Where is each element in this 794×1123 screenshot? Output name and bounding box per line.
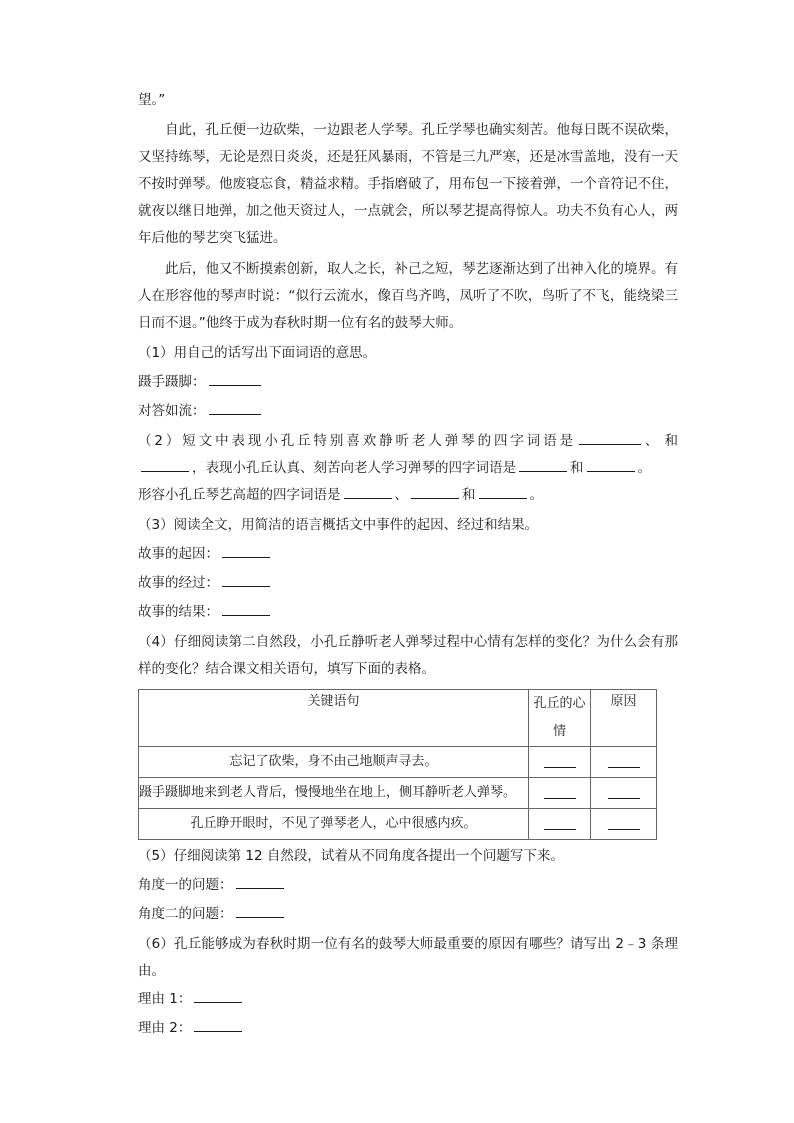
answer-blank[interactable] xyxy=(194,1017,242,1032)
question-2-part2: ，表现小孔丘认真、刻苦向老人学习弹琴的四字词语是 xyxy=(192,460,516,476)
question-5-item-b xyxy=(138,900,678,929)
answer-blank[interactable] xyxy=(519,457,567,472)
table-header-key-sentence: 关键语句 xyxy=(139,690,529,747)
table-cell-mood[interactable] xyxy=(529,809,591,840)
question-2-he3: 和 xyxy=(462,487,476,503)
answer-table xyxy=(138,689,657,840)
answer-blank[interactable] xyxy=(222,543,270,558)
answer-blank[interactable] xyxy=(209,371,261,386)
table-cell-mood[interactable] xyxy=(529,778,591,809)
question-3-label-b: 故事的经过： xyxy=(138,575,219,591)
question-2-sep2: 、 xyxy=(394,487,408,503)
question-5-label-a: 角度一的问题： xyxy=(138,877,233,893)
question-3-item-c xyxy=(138,598,678,627)
question-5-stem: （5）仔细阅读第 12 自然段，试着从不同角度各提出一个问题写下来。 xyxy=(138,848,564,864)
answer-blank[interactable] xyxy=(222,572,270,587)
answer-blank[interactable] xyxy=(608,753,640,768)
question-2-he: 和 xyxy=(664,433,679,449)
question-6-label-a: 理由 1： xyxy=(138,991,192,1007)
question-5-item-a xyxy=(138,871,678,900)
table-cell-sentence: 孔丘睁开眼时，不见了弹琴老人，心中很感内疚。 xyxy=(139,809,529,840)
table-row xyxy=(139,778,657,809)
question-2-part3: 形容小孔丘琴艺高超的四字词语是 xyxy=(138,487,341,503)
answer-blank[interactable] xyxy=(141,457,189,472)
question-6-item-b xyxy=(138,1014,678,1043)
question-6-label-b: 理由 2： xyxy=(138,1020,192,1036)
passage-line-end: 望。” xyxy=(138,92,166,108)
question-1-item-b xyxy=(138,397,678,426)
answer-blank[interactable] xyxy=(544,753,576,768)
question-1-label-a: 蹑手蹑脚： xyxy=(138,374,206,390)
answer-blank[interactable] xyxy=(479,484,527,499)
table-cell-sentence: 忘记了砍柴，身不由己地顺声寻去。 xyxy=(139,747,529,778)
answer-blank[interactable] xyxy=(194,988,242,1003)
table-cell-reason[interactable] xyxy=(591,778,657,809)
table-row xyxy=(139,809,657,840)
table-header-row xyxy=(139,690,657,747)
document-content xyxy=(138,86,678,1043)
question-3-item-a xyxy=(138,540,678,569)
answer-blank[interactable] xyxy=(608,815,640,830)
question-1-stem: （1）用自己的话写出下面词语的意思。 xyxy=(138,345,377,361)
question-3-stem: （3）阅读全文，用简洁的语言概括文中事件的起因、经过和结果。 xyxy=(138,517,539,533)
answer-blank[interactable] xyxy=(587,457,635,472)
passage-paragraph-2: 此后，他又不断摸索创新，取人之长，补己之短，琴艺逐渐达到了出神入化的境界。有人在形容他的琴声时说：“似行云流水，像百鸟齐鸣，凤听了不吹，鸟听了不飞，能绕梁三日而不退。”他终于成为春秋时期一位有名的鼓琴大师。 xyxy=(138,261,678,331)
question-3-label-a: 故事的起因： xyxy=(138,546,219,562)
answer-blank[interactable] xyxy=(344,484,392,499)
question-1-label-b: 对答如流： xyxy=(138,403,206,419)
table-header-reason: 原因 xyxy=(591,690,657,747)
question-2-end1: 。 xyxy=(637,460,651,476)
answer-blank[interactable] xyxy=(544,784,576,799)
answer-blank[interactable] xyxy=(236,903,284,918)
question-2 xyxy=(138,428,678,509)
table-cell-reason[interactable] xyxy=(591,747,657,778)
question-2-he2: 和 xyxy=(570,460,584,476)
question-3-label-c: 故事的结果： xyxy=(138,604,219,620)
question-4-stem: （4）仔细阅读第二自然段，小孔丘静听老人弹琴过程中心情有怎样的变化？为什么会有那样的变化？结合课文相关语句，填写下面的表格。 xyxy=(138,634,678,677)
answer-blank[interactable] xyxy=(579,430,641,445)
table-cell-reason[interactable] xyxy=(591,809,657,840)
answer-blank[interactable] xyxy=(209,400,261,415)
table-cell-sentence: 蹑手蹑脚地来到老人背后，慢慢地坐在地上，侧耳静听老人弹琴。 xyxy=(139,778,529,809)
table-row xyxy=(139,747,657,778)
question-1-item-a xyxy=(138,368,678,397)
question-3-item-b xyxy=(138,569,678,598)
answer-blank[interactable] xyxy=(411,484,459,499)
answer-blank[interactable] xyxy=(544,815,576,830)
question-5-label-b: 角度二的问题： xyxy=(138,906,233,922)
passage-paragraph-1: 自此，孔丘便一边砍柴，一边跟老人学琴。孔丘学琴也确实刻苦。他每日既不误砍柴，又坚持练琴，无论是烈日炎炎，还是狂风暴雨，不管是三九严寒，还是冰雪盖地，没有一天不按时弹琴。他废寝忘食，精益求精。手指磨破了，用布包一下接着弹，一个音符记不住，就夜以继日地弹，加之他天资过人，一点就会，所以琴艺提高得惊人。功夫不负有心人，两年后他的琴艺突飞猛进。 xyxy=(138,122,678,246)
question-6-stem: （6）孔丘能够成为春秋时期一位有名的鼓琴大师最重要的原因有哪些？请写出 2﹣3 条理由。 xyxy=(138,936,678,979)
answer-blank[interactable] xyxy=(608,784,640,799)
question-6-item-a xyxy=(138,985,678,1014)
table-header-mood: 孔丘的心情 xyxy=(529,690,591,747)
table-cell-mood[interactable] xyxy=(529,747,591,778)
answer-blank[interactable] xyxy=(236,874,284,889)
answer-blank[interactable] xyxy=(222,601,270,616)
question-2-part1: （2）短文中表现小孔丘特别喜欢静听老人弹琴的四字词语是 xyxy=(138,433,576,449)
question-2-end2: 。 xyxy=(529,487,543,503)
question-2-sep1: 、 xyxy=(644,433,660,449)
